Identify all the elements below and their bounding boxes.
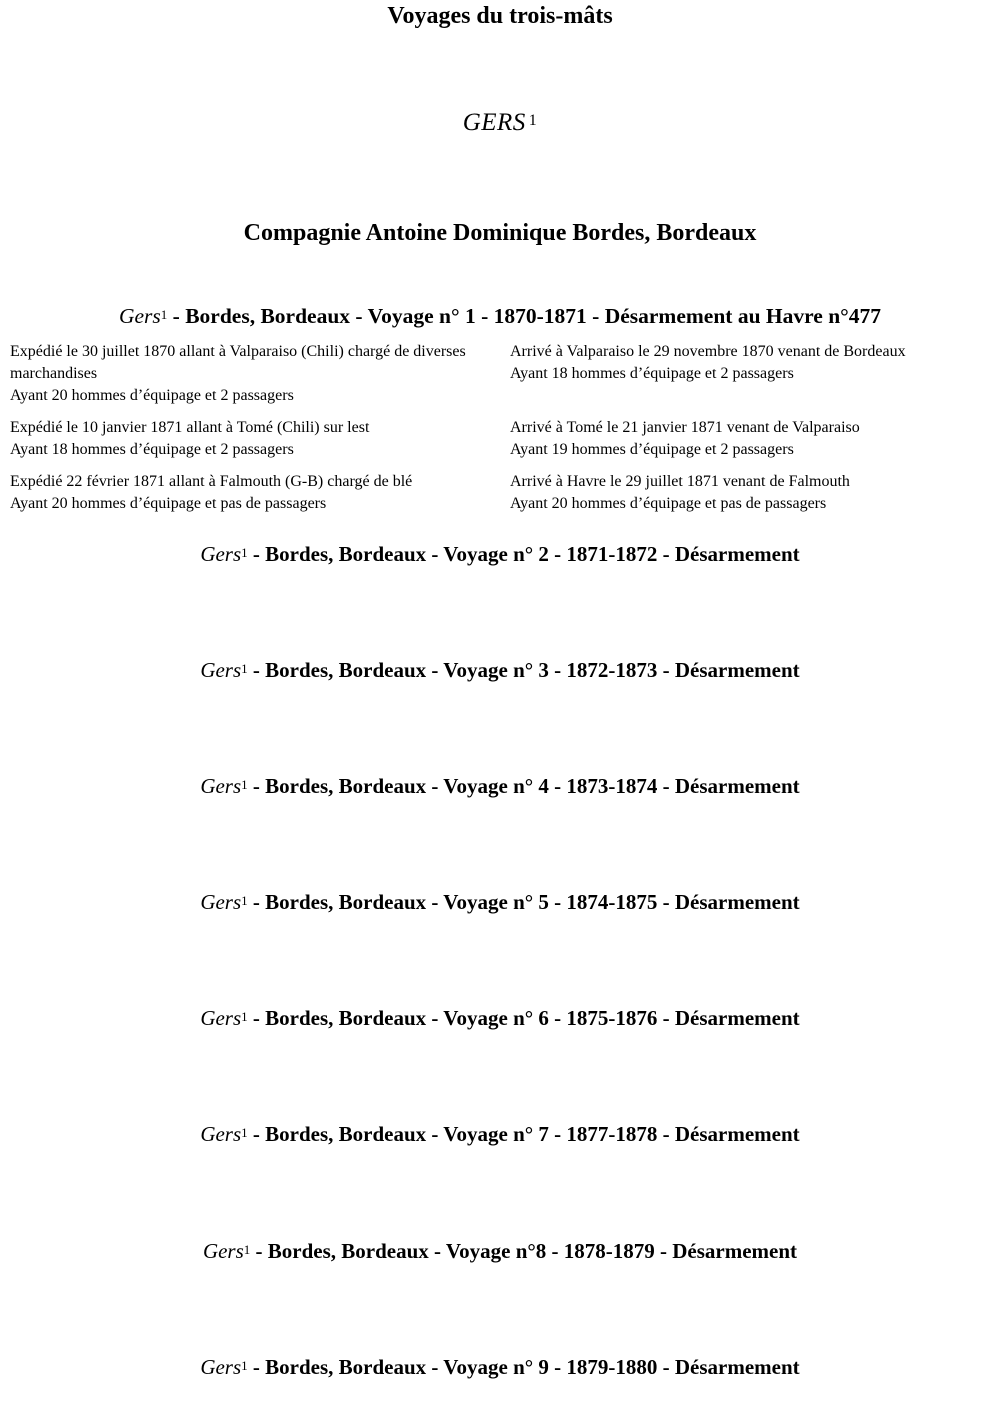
voyage-ship: Gers	[200, 890, 242, 914]
footnote-marker: 1	[160, 307, 168, 322]
voyage-ship: Gers	[202, 1239, 244, 1263]
company-name: Compagnie Antoine Dominique Bordes, Bordeaux	[243, 220, 757, 246]
voyage-heading-8	[0, 1238, 1000, 1264]
voyage-title: - Bordes, Bordeaux - Voyage n° 6 - 1875-1876 - Désarmement	[247, 1006, 800, 1030]
voyage-leg	[10, 341, 990, 407]
ship-name: GERS	[462, 109, 526, 136]
arrival-crew: Ayant 20 hommes d’équipage et pas de passagers	[510, 495, 827, 512]
voyage-title: - Bordes, Bordeaux - Voyage n°8 - 1878-1879 - Désarmement	[250, 1239, 798, 1263]
voyage-heading-5	[0, 889, 1000, 915]
departure-entry	[10, 471, 510, 515]
document-title: Voyages du trois-mâts	[387, 3, 613, 29]
departure-crew: Ayant 20 hommes d’équipage et 2 passagers	[10, 387, 294, 404]
arrival-crew: Ayant 19 hommes d’équipage et 2 passagers	[510, 441, 794, 458]
footnote-marker: 1	[241, 545, 248, 560]
voyage-leg	[10, 417, 990, 461]
voyage-title: - Bordes, Bordeaux - Voyage n° 1 - 1870-1871 - Désarmement au Havre n°477	[167, 304, 882, 328]
arrival-entry	[510, 471, 990, 515]
footnote-marker: 1	[241, 893, 248, 908]
departure-line: Expédié 22 février 1871 allant à Falmouth (G-B) chargé de blé	[10, 473, 413, 490]
footnote-marker: 1	[241, 661, 248, 676]
voyage-title: - Bordes, Bordeaux - Voyage n° 3 - 1872-1873 - Désarmement	[247, 658, 800, 682]
ship-name-heading	[0, 108, 1000, 138]
voyage-ship: Gers	[118, 304, 161, 328]
voyage-title: - Bordes, Bordeaux - Voyage n° 2 - 1871-1872 - Désarmement	[247, 542, 800, 566]
footnote-marker: 1	[241, 1125, 248, 1140]
voyage-ship: Gers	[200, 1355, 242, 1379]
voyage-heading-9	[0, 1354, 1000, 1380]
arrival-line: Arrivé à Valparaiso le 29 novembre 1870 venant de Bordeaux	[510, 343, 906, 360]
departure-crew: Ayant 20 hommes d’équipage et pas de passagers	[10, 495, 327, 512]
footnote-marker: 1	[241, 1009, 248, 1024]
arrival-entry	[510, 417, 990, 461]
voyage-title: - Bordes, Bordeaux - Voyage n° 9 - 1879-1880 - Désarmement	[247, 1355, 800, 1379]
footnote-marker: 1	[528, 112, 538, 129]
departure-line: Expédié le 10 janvier 1871 allant à Tomé (Chili) sur lest	[10, 419, 370, 436]
voyage-ship: Gers	[200, 1122, 242, 1146]
arrival-crew: Ayant 18 hommes d’équipage et 2 passagers	[510, 365, 794, 382]
voyage-1-legs	[10, 341, 990, 525]
departure-line: Expédié le 30 juillet 1870 allant à Valparaiso (Chili) chargé de diverses marchandises	[10, 343, 466, 382]
voyage-ship: Gers	[200, 1006, 242, 1030]
voyage-title: - Bordes, Bordeaux - Voyage n° 4 - 1873-1874 - Désarmement	[247, 774, 800, 798]
voyage-heading-1	[0, 303, 1000, 329]
voyage-heading-3	[0, 657, 1000, 683]
voyage-title: - Bordes, Bordeaux - Voyage n° 5 - 1874-1875 - Désarmement	[247, 890, 800, 914]
departure-entry	[10, 341, 510, 407]
voyage-heading-7	[0, 1121, 1000, 1147]
departure-entry	[10, 417, 510, 461]
voyage-ship: Gers	[200, 774, 242, 798]
arrival-entry	[510, 341, 990, 407]
arrival-line: Arrivé à Havre le 29 juillet 1871 venant de Falmouth	[510, 473, 850, 490]
voyage-leg	[10, 471, 990, 515]
voyage-title: - Bordes, Bordeaux - Voyage n° 7 - 1877-1878 - Désarmement	[247, 1122, 800, 1146]
footnote-marker: 1	[241, 777, 248, 792]
voyage-ship: Gers	[200, 658, 242, 682]
footnote-marker: 1	[243, 1242, 251, 1257]
departure-crew: Ayant 18 hommes d’équipage et 2 passagers	[10, 441, 294, 458]
voyage-heading-6	[0, 1005, 1000, 1031]
voyage-heading-2	[0, 541, 1000, 567]
voyage-heading-4	[0, 773, 1000, 799]
voyage-ship: Gers	[200, 542, 242, 566]
arrival-line: Arrivé à Tomé le 21 janvier 1871 venant de Valparaiso	[510, 419, 860, 436]
footnote-marker: 1	[241, 1358, 248, 1373]
